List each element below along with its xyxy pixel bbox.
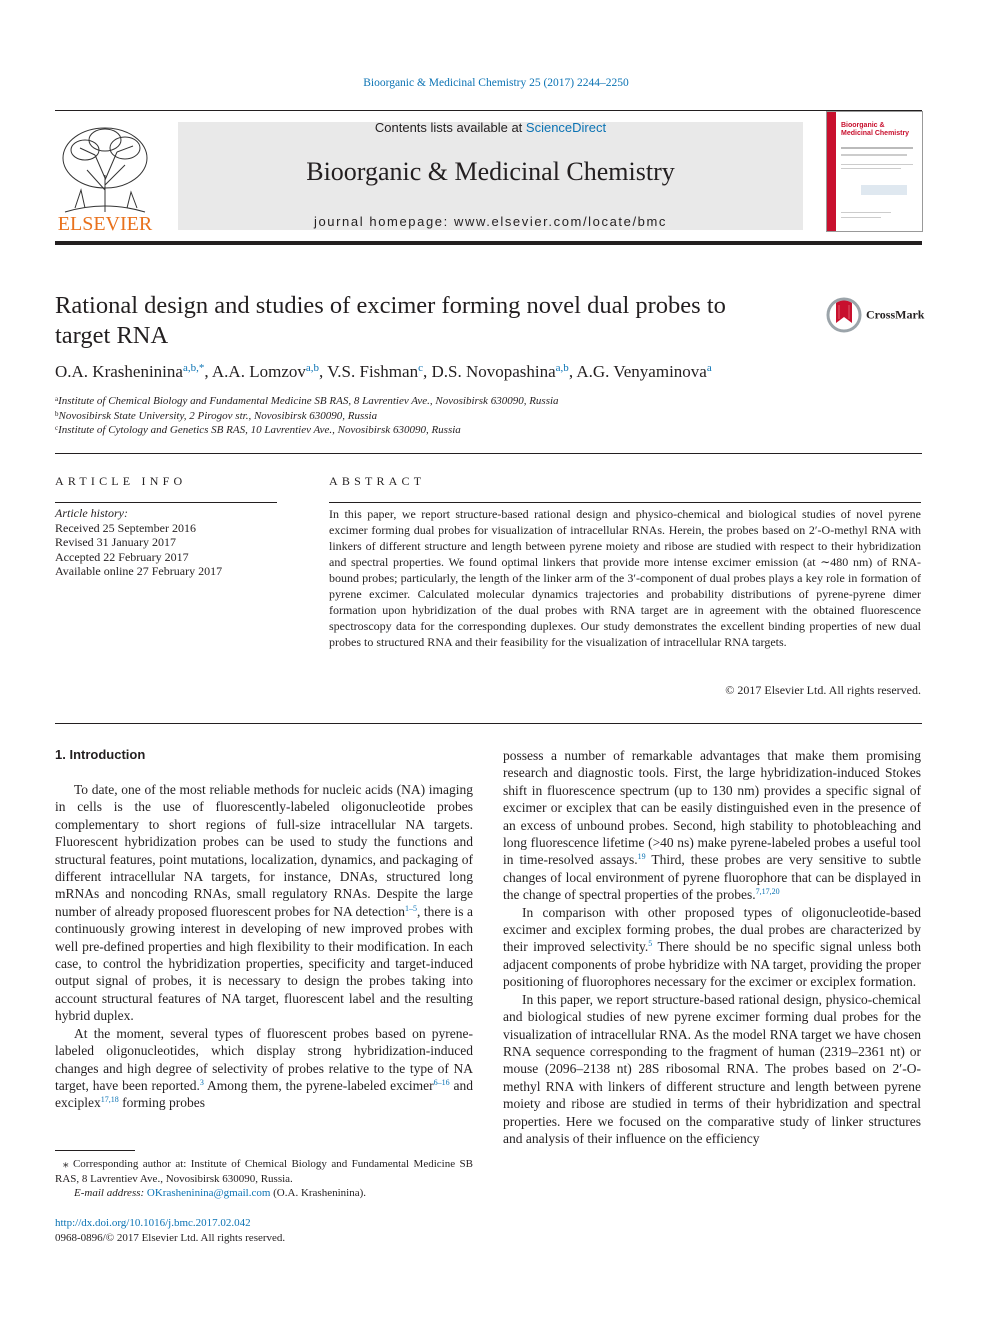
affiliation-rule [55,453,922,454]
affiliation-b [55,410,377,422]
affiliation-mark: c [55,424,59,432]
cover-title: Bioorganic & Medicinal Chemistry [841,122,910,137]
reference-link[interactable]: 5 [648,939,653,949]
reference-link[interactable]: 19 [637,852,646,862]
journal-homepage[interactable]: journal homepage: www.elsevier.com/locate/bmc [313,214,668,229]
reference-link[interactable]: 7,17,20 [755,887,780,897]
affiliation-mark: b [55,410,59,418]
affiliation-c [55,424,461,436]
author-affiliation-mark[interactable]: c [418,362,423,374]
author-name[interactable]: V.S. Fishman [327,362,419,381]
journal-cover-thumbnail [826,111,923,232]
crossmark-label: CrossMark [866,307,925,322]
history-online: Available online 27 February 2017 [55,564,223,579]
abstract-rule [329,502,921,503]
article-info-heading: ARTICLE INFO [55,474,187,488]
top-rule [55,110,922,111]
affiliation-text: Institute of Chemical Biology and Fundamental Medicine SB RAS, 8 Lavrentiev Ave., Novosibirsk 630090, Russia [58,395,559,407]
footnote-rule [55,1150,135,1151]
affiliation-a [55,395,559,407]
reference-link[interactable]: 1–5 [405,903,417,913]
issn-copyright: 0968-0896/© 2017 Elsevier Ltd. All rights reserved. [55,1231,286,1244]
crossmark-icon [826,297,862,333]
intro-paragraph-3: In comparison with other proposed types of oligonucleotide-based excimer and exciplex forming probes, the dual probes are characterized by their improved selectivity.$^5$ There should be no specific signal unless both adjacent components of probe hybridize with NA target, providing the proper positioning of fluorophores necessary for the excimer or exciplex formation. [503,904,921,990]
contents-prefix: Contents lists available at [374,120,526,135]
email-label: E-mail address: [74,1187,147,1199]
article-info-rule [55,502,277,503]
journal-citation[interactable]: Bioorganic & Medicinal Chemistry 25 (2017) 2244–2250 [363,77,629,89]
elsevier-tree-logo [55,120,155,235]
corresponding-author-footnote [55,1157,473,1201]
author-affiliation-mark[interactable]: a,b [305,362,320,374]
email-line [55,1186,473,1201]
intro-paragraph-continued: possess a number of remarkable advantages that make them promising research and diagnostic tools. First, the large hybridization-induced Stokes shift in fluorescence spectrum (up to 130 nm) provides a specific signal of excimer or exciplex that can be easily distinguished even in the presence of an excess of unbound probes. Second, high stability to photobleaching and long fluorescence lifetime (>40 ns) make pyrene-labeled probes a useful tool in time-resolved assays.$^{19}$ Third, these probes are very sensitive to subtle changes of local environment of pyrene fluorophore that can be displayed in the change of spectral properties of the probes.$^{7,17,20}$ [503,748,921,903]
sciencedirect-link[interactable]: ScienceDirect [525,120,607,135]
abstract-heading: ABSTRACT [329,474,426,488]
reference-link[interactable]: 6–16 [433,1077,450,1087]
abstract-copyright: © 2017 Elsevier Ltd. All rights reserved. [725,683,921,697]
email-link[interactable]: OKrasheninina@gmail.com [146,1187,271,1199]
email-owner: (O.A. Krasheninina). [270,1187,367,1199]
reference-link[interactable]: 17,18 [100,1095,119,1105]
author-name[interactable]: D.S. Novopashina [431,362,556,381]
history-revised: Revised 31 January 2017 [55,535,176,550]
author-affiliation-mark[interactable]: a,b,* [182,362,205,374]
history-received: Received 25 September 2016 [55,520,196,535]
article-history [55,506,222,579]
contents-line [178,120,803,135]
author-list: O.A. Krasheninina$^{a,b,*}$, A.A. Lomzov$^{a,b}$, V.S. Fishman$^c$, D.S. Novopashina$^{a,b}$, A.G. Venyaminova$^a$ [55,362,712,381]
intro-paragraph-1: To date, one of the most reliable methods for nucleic acids (NA) imaging in cells is the use of fluorescently-labeled oligonucleotide probes complementary to short regions of full-size intracellular NA targets. Fluorescent hybridization probes can be used to study the functions and structural features, point mutations, localization, dynamics, and packaging of different intracellular NA targets, for instance, DNAs, structured long mRNAs and noncoding RNAs, small regulatory RNAs. Despite the large number of already proposed fluorescent probes for NA detection$^{1-5}$, there is a continuously growing interest in developing of new improved probes with well pre-defined properties and high flexibility to their modification. In each case, to control the hybridization properties, specificity and target-induced output signal of probes, it is necessary to design the probes taking into account structural features of NA target, fluorescent label and the resulting hybrid duplex. [55,782,473,1024]
history-accepted: Accepted 22 February 2017 [55,549,189,564]
author-name[interactable]: A.G. Venyaminova [576,362,707,381]
page-footer [55,1216,285,1245]
elsevier-wordmark: ELSEVIER [57,213,153,235]
reference-link[interactable]: 3 [199,1077,204,1087]
crossmark-badge[interactable] [826,297,924,333]
header-thick-rule [55,241,922,245]
history-label: Article history: [55,506,128,520]
affiliation-text: Novosibirsk State University, 2 Pirogov str., Novosibirsk 630090, Russia [58,410,378,422]
affiliation-mark: a [55,395,59,403]
abstract-text: In this paper, we report structure-based rational design and physico-chemical and biological studies of novel pyrene excimer forming dual probes for visualization of intracellular RNAs. Herein, the probes based on 2′-O-methyl RNA with linkers of different structure and length between pyrene moiety and ribose are studied with respect to their hybridization and spectral properties. We found optimal linkers that provide more intense excimer emission (at ∼480 nm) of RNA-bound probes; particularly, the length of the linker arm of the 3′-component of dual probes plays a key role in formation of pyrene excimer. Calculated molecular dynamics trajectories and probability distributions of pyrene-pyrene dimer formation upon hybridization of the dual probes with RNA target are in agreement with the obtained fluorescence spectroscopy data for the corresponding duplexes. Our study demonstrates the excellent binding properties of new dual probes to structured RNA and their feasibility for the visualization of intracellular RNA targets. [329,507,921,649]
author-affiliation-mark[interactable]: a [706,362,712,374]
author-affiliation-mark[interactable]: a,b [555,362,569,374]
article-title: Rational design and studies of excimer forming novel dual probes to target RNA [55,292,726,349]
left-column [55,781,473,1112]
abstract-bottom-rule [55,723,922,724]
right-column [503,747,921,1147]
intro-paragraph-4: In this paper, we report structure-based rational design, physico-chemical and biological studies of new pyrene excimer forming dual probes for the visualization of intracellular RNA. As the model RNA target we have chosen RNA sequence corresponding to the fragment of human (2319–2361 nt) or mouse (2096–2138 nt) 28S ribosomal RNA. The probes based on 2′-O-methyl RNA with linkers of different structure and length between pyrene moiety and ribose are studied in terms of their hybridization and spectral properties. Here we focused on the comparative study of linker structures and analysis of their influence on the efficiency [503,991,921,1146]
affiliation-text: Institute of Cytology and Genetics SB RAS, 10 Lavrentiev Ave., Novosibirsk 630090, Russia [58,424,461,436]
intro-paragraph-2: At the moment, several types of fluorescent probes based on pyrene-labeled oligonucleotides, which display strong hybridization-induced changes and high degree of selectivity of probes relative to the type of NA target, have been reported.$^3$ Among them, the pyrene-labeled excimer$^{6-16}$ and exciplex$^{17,18}$ forming probes [55,1025,473,1111]
section-heading-introduction: 1. Introduction [55,747,146,762]
journal-title: Bioorganic & Medicinal Chemistry [306,157,675,186]
author-name[interactable]: O.A. Krasheninina [55,362,183,381]
corresponding-author-text: ⁎ Corresponding author at: Institute of Chemical Biology and Fundamental Medicine SB RAS, 8 Lavrentiev Ave., Novosibirsk 630090, Russia. [55,1158,473,1185]
author-name[interactable]: A.A. Lomzov [211,362,306,381]
doi-link[interactable]: http://dx.doi.org/10.1016/j.bmc.2017.02.042 [55,1217,251,1229]
